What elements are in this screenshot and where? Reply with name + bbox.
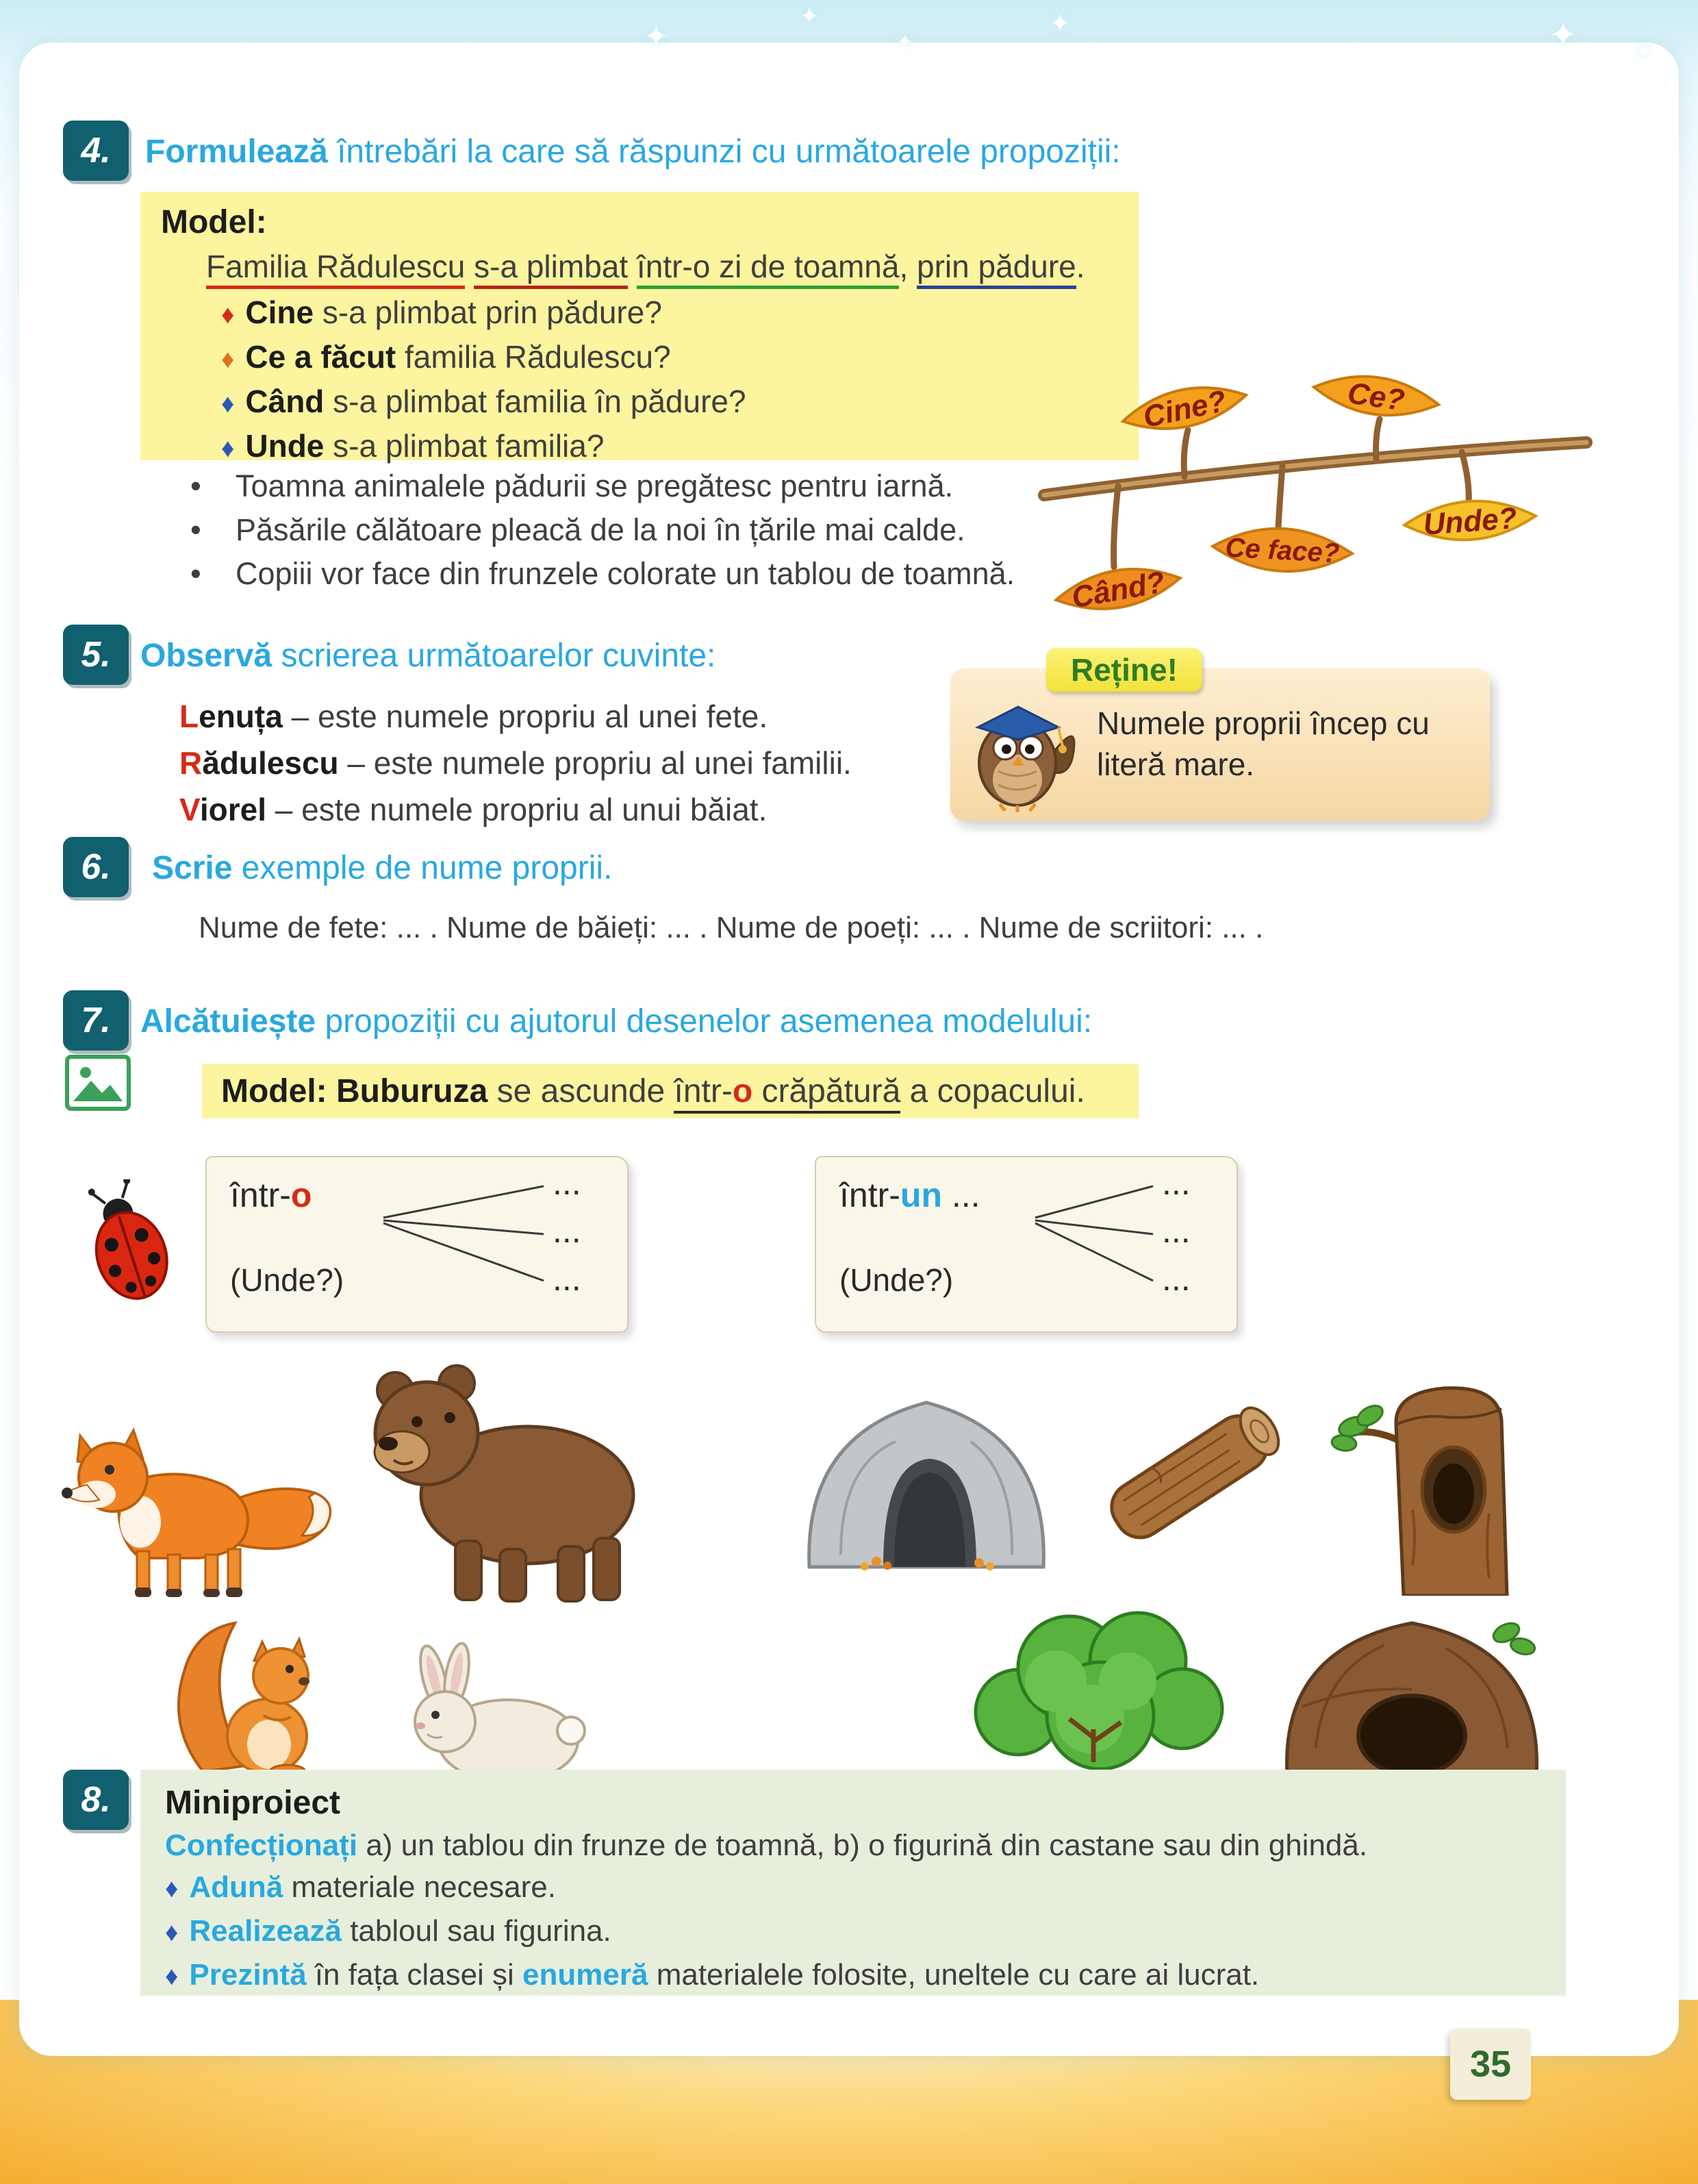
model-box-ex7: Model: Buburuza se ascunde într-o crăpătură a copacului. [202,1064,1139,1118]
model-question: ♦ Când s-a plimbat familia în pădure? [221,384,746,419]
exercise-5-words [179,693,852,833]
answer-placeholder: ... [553,1164,581,1202]
exercise-6-title-lead: Scrie [152,850,233,886]
word-line: Lenuța – este numele propriu al unei fete. [179,699,768,734]
card-word: într-o [230,1176,312,1214]
cave-illustration [800,1370,1053,1575]
retine-label: Reține! [1046,648,1202,692]
miniproject-item: ♦ Prezintă în fața clasei și enumeră materialele folosite, uneltele cu care ai lucrat. [165,1958,1260,1992]
exercise-7-number: 7. [63,990,129,1051]
sentence-item: • Copiii vor face din frunzele colorate un tablou de toamnă. [190,552,1084,596]
bullet-icon: • [190,556,201,591]
miniproject-item: ♦ Adună materiale necesare. [165,1870,556,1904]
sentence-verb: s-a plimbat [474,249,628,289]
exercise-4-number: 4. [63,121,129,181]
sparkle-icon: ✦ [1549,16,1577,54]
note-card-intr-o [205,1156,629,1333]
answer-placeholder: ... [1162,1164,1191,1202]
bullet-icon: • [190,468,201,503]
ladybug-icon [77,1179,179,1309]
diamond-bullet-icon: ♦ [221,301,235,329]
leaf-unde [1403,497,1536,544]
exercise-6-number: 6. [63,837,129,897]
exercise-4-title [145,133,1121,171]
tree-hollow-illustration [1325,1359,1578,1596]
leaf-label: Ce? [1345,376,1407,418]
model-sentence: Familia Rădulescu s-a plimbat într-o zi de toamnă, prin pădure. [206,248,1118,285]
branch-leaves-illustration [1030,341,1599,636]
leaf-ce [1311,368,1441,423]
exercise-7-title-rest: propoziții cu ajutorul desenelor asemenea modelului: [316,1003,1093,1040]
miniproject-intro: Confecționați a) un tablou din frunze de toamnă, b) o figurină din castane sau din ghindă. [165,1829,1368,1862]
diamond-bullet-icon: ♦ [221,390,235,418]
model-question: ♦ Ce a făcut familia Rădulescu? [221,339,671,375]
exercise-6-line: Nume de fete: ... . Nume de băieți: ... . Nume de poeți: ... . Nume de scriitori: ... . [199,911,1264,944]
answer-placeholder: ... [1162,1212,1191,1250]
sparkle-icon: ✦ [1635,40,1653,63]
sparkle-icon: ✦ [897,31,913,52]
answer-placeholder: ... [553,1259,581,1298]
leaf-label: Cine? [1140,384,1230,435]
leaf-label: Când? [1069,565,1167,615]
page-number: 35 [1450,2029,1531,2100]
miniproject-box [140,1770,1566,1996]
retine-box [950,652,1490,820]
diamond-bullet-icon: ♦ [221,345,235,374]
diamond-bullet-icon: ♦ [165,1874,179,1903]
model-question: ♦ Cine s-a plimbat prin pădure? [221,294,662,330]
squirrel-illustration [161,1592,329,1787]
exercise-5-title [140,637,715,675]
log-illustration [1078,1370,1311,1575]
word-line: Rădulescu – este numele propriu al unei familii. [179,745,852,781]
model-question: ♦ Unde s-a plimbat familia? [221,428,605,464]
exercise-6-title [152,849,612,887]
model-box-ex4 [140,192,1139,464]
sentence-item: • Toamna animalele pădurii se pregătesc pentru iarnă. [190,464,1084,508]
leaf-cine [1119,377,1250,439]
miniproject-item: ♦ Realizează tabloul sau figurina. [165,1914,611,1948]
exercise-8-number: 8. [63,1770,129,1830]
note-card-intr-un [815,1156,1238,1333]
retine-text: Numele proprii încep cu literă mare. [1097,705,1430,782]
diamond-bullet-icon: ♦ [165,1962,179,1991]
leaf-ce-face [1212,525,1354,575]
sentence-place: prin pădure [917,249,1076,289]
exercise-5-title-lead: Observă [140,638,273,674]
fox-illustration [45,1390,339,1603]
diamond-bullet-icon: ♦ [221,434,235,463]
burrow-illustration [1275,1570,1549,1785]
leaf-label: Unde? [1422,501,1519,542]
sentence-item: • Păsările călătoare pleacă de la noi în țările mai calde. [190,508,1084,552]
bear-illustration [353,1341,654,1615]
leaf-label: Ce face? [1224,532,1341,569]
answer-placeholder: ... [553,1212,581,1250]
sentence-time: într-o zi de toamnă [637,249,900,289]
bush-illustration [953,1579,1241,1777]
sparkle-icon: ✦ [800,3,820,29]
bullet-icon: • [190,512,201,547]
sparkle-icon: ✦ [644,20,669,53]
card-where-label: (Unde?) [839,1262,954,1298]
sentence-subject: Familia Rădulescu [206,249,465,289]
exercise-7-title-lead: Alcătuiește [140,1003,316,1040]
exercise-4-sentences [190,464,1084,596]
diamond-bullet-icon: ♦ [165,1918,179,1947]
card-where-label: (Unde?) [230,1262,344,1298]
exercise-5-title-rest: scrierea următoarelor cuvinte: [272,638,716,674]
leaf-cand [1053,560,1184,618]
sparkle-icon: ✦ [1049,10,1071,38]
exercise-5-number: 5. [63,625,129,685]
exercise-6-title-rest: exemple de nume proprii. [232,850,613,886]
exercise-4-title-rest: întrebări la care să răspunzi cu următoarele propoziții: [327,134,1121,170]
owl-icon [959,689,1078,812]
exercise-7-title [140,1003,1092,1040]
exercise-4-title-lead: Formulează [145,134,328,170]
answer-placeholder: ... [1162,1259,1191,1298]
card-word: într-un ... [839,1176,980,1214]
word-line: Viorel – este numele propriu al unui băiat. [179,792,768,827]
picture-icon [65,1055,131,1111]
model-label: Model: [161,204,267,240]
rabbit-illustration [392,1638,597,1789]
miniproject-heading: Miniproiect [165,1785,341,1821]
